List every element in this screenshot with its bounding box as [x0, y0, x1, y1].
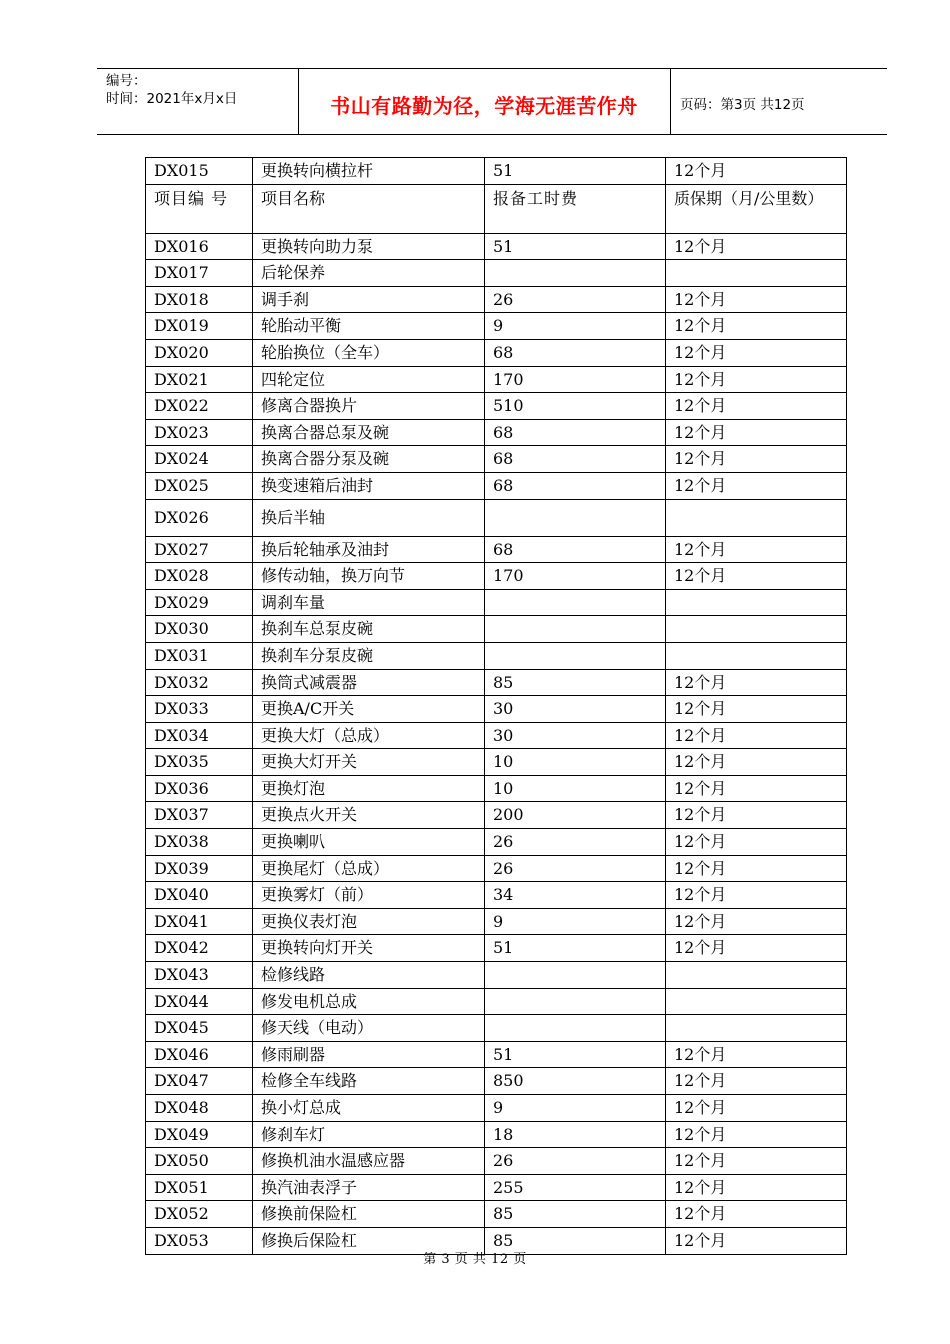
cell-labor-fee: 9	[485, 908, 666, 935]
cell-item-name: 更换A/C开关	[253, 696, 485, 723]
cell-labor-fee	[485, 260, 666, 287]
cell-warranty	[666, 499, 847, 536]
cell-item-code: DX022	[146, 393, 253, 420]
table-row	[146, 829, 847, 856]
table-row	[146, 446, 847, 473]
cell-warranty: 12个月	[666, 908, 847, 935]
cell-labor-fee: 10	[485, 749, 666, 776]
table-row	[146, 616, 847, 643]
cell-labor-fee	[485, 616, 666, 643]
cell-labor-fee: 9	[485, 1095, 666, 1122]
cell-item-code: DX020	[146, 339, 253, 366]
cell-warranty	[666, 1015, 847, 1042]
cell-item-code: DX046	[146, 1041, 253, 1068]
table-row	[146, 260, 847, 287]
header-meta	[106, 72, 296, 108]
cell-item-name: 换刹车分泵皮碗	[253, 642, 485, 669]
header-time-label: 时间：2021年x月x日	[106, 91, 238, 107]
table-row	[146, 313, 847, 340]
cell-warranty: 12个月	[666, 775, 847, 802]
table-row	[146, 935, 847, 962]
cell-item-code: DX040	[146, 882, 253, 909]
cell-labor-fee: 26	[485, 829, 666, 856]
cell-warranty: 12个月	[666, 1174, 847, 1201]
cell-item-name: 更换大灯（总成）	[253, 722, 485, 749]
cell-warranty: 12个月	[666, 366, 847, 393]
cell-item-name: 修换前保险杠	[253, 1201, 485, 1228]
cell-warranty	[666, 589, 847, 616]
cell-item-name: 更换喇叭	[253, 829, 485, 856]
cell-warranty: 12个月	[666, 1041, 847, 1068]
cell-item-code: DX049	[146, 1121, 253, 1148]
cell-item-name: 换离合器总泵及碗	[253, 419, 485, 446]
cell-labor-fee: 51	[485, 935, 666, 962]
table-row	[146, 339, 847, 366]
cell-labor-fee: 30	[485, 722, 666, 749]
header-cell-labor-fee: 报备工时费	[485, 184, 666, 233]
service-table-body	[146, 158, 847, 1255]
table-row	[146, 1068, 847, 1095]
cell-item-code: DX036	[146, 775, 253, 802]
cell-warranty: 12个月	[666, 1068, 847, 1095]
cell-item-name: 修天线（电动）	[253, 1015, 485, 1042]
cell-item-code: DX041	[146, 908, 253, 935]
cell-warranty	[666, 988, 847, 1015]
cell-warranty: 12个月	[666, 829, 847, 856]
cell-item-code: DX034	[146, 722, 253, 749]
table-row	[146, 908, 847, 935]
table-row	[146, 882, 847, 909]
cell-warranty	[666, 962, 847, 989]
cell-item-name: 换筒式减震器	[253, 669, 485, 696]
cell-warranty: 12个月	[666, 722, 847, 749]
table-row	[146, 1148, 847, 1175]
cell-labor-fee	[485, 988, 666, 1015]
table-row	[146, 589, 847, 616]
cell-item-name: 四轮定位	[253, 366, 485, 393]
cell-item-name: 后轮保养	[253, 260, 485, 287]
cell-item-name: 检修线路	[253, 962, 485, 989]
cell-warranty: 12个月	[666, 339, 847, 366]
cell-item-code: DX023	[146, 419, 253, 446]
cell-labor-fee: 200	[485, 802, 666, 829]
cell-item-code: DX031	[146, 642, 253, 669]
cell-item-code: DX047	[146, 1068, 253, 1095]
cell-item-code: DX019	[146, 313, 253, 340]
cell-item-code: DX052	[146, 1201, 253, 1228]
cell-item-name: 换后轮轴承及油封	[253, 536, 485, 563]
service-price-table	[145, 157, 847, 1255]
cell-labor-fee: 10	[485, 775, 666, 802]
header-divider-right	[670, 69, 671, 134]
cell-labor-fee: 26	[485, 286, 666, 313]
cell-labor-fee: 68	[485, 446, 666, 473]
table-row	[146, 472, 847, 499]
cell-warranty: 12个月	[666, 286, 847, 313]
table-row	[146, 1174, 847, 1201]
cell-item-name: 换离合器分泵及碗	[253, 446, 485, 473]
cell-item-code: DX015	[146, 158, 253, 185]
cell-labor-fee: 26	[485, 1148, 666, 1175]
cell-labor-fee: 850	[485, 1068, 666, 1095]
cell-item-name: 更换雾灯（前）	[253, 882, 485, 909]
cell-labor-fee: 68	[485, 339, 666, 366]
cell-item-name: 更换转向灯开关	[253, 935, 485, 962]
table-row	[146, 642, 847, 669]
cell-item-name: 换刹车总泵皮碗	[253, 616, 485, 643]
header-divider-left	[298, 69, 299, 134]
cell-labor-fee: 51	[485, 233, 666, 260]
cell-labor-fee: 170	[485, 563, 666, 590]
cell-warranty: 12个月	[666, 802, 847, 829]
cell-item-code: DX044	[146, 988, 253, 1015]
table-row	[146, 499, 847, 536]
cell-warranty	[666, 616, 847, 643]
cell-warranty	[666, 260, 847, 287]
cell-item-code: DX045	[146, 1015, 253, 1042]
cell-item-code: DX032	[146, 669, 253, 696]
header-motto: 书山有路勤为径，学海无涯苦作舟	[330, 94, 638, 118]
cell-item-code: DX035	[146, 749, 253, 776]
table-row	[146, 233, 847, 260]
table-row	[146, 802, 847, 829]
cell-item-code: DX025	[146, 472, 253, 499]
table-row	[146, 1015, 847, 1042]
cell-warranty: 12个月	[666, 472, 847, 499]
cell-item-code: DX027	[146, 536, 253, 563]
cell-labor-fee: 510	[485, 393, 666, 420]
table-row	[146, 1201, 847, 1228]
cell-item-name: 调刹车量	[253, 589, 485, 616]
cell-labor-fee: 9	[485, 313, 666, 340]
cell-item-code: DX018	[146, 286, 253, 313]
cell-item-name: 修换机油水温感应器	[253, 1148, 485, 1175]
cell-item-code: DX039	[146, 855, 253, 882]
cell-item-name: 更换尾灯（总成）	[253, 855, 485, 882]
cell-item-code: DX037	[146, 802, 253, 829]
cell-labor-fee	[485, 642, 666, 669]
cell-labor-fee: 85	[485, 1201, 666, 1228]
table-row	[146, 158, 847, 185]
cell-item-name: 修发电机总成	[253, 988, 485, 1015]
cell-item-name: 换后半轴	[253, 499, 485, 536]
cell-warranty: 12个月	[666, 233, 847, 260]
header-bottom-rule	[97, 134, 887, 135]
cell-item-code: DX024	[146, 446, 253, 473]
cell-item-name: 修刹车灯	[253, 1121, 485, 1148]
cell-warranty: 12个月	[666, 536, 847, 563]
cell-labor-fee: 51	[485, 1041, 666, 1068]
cell-warranty: 12个月	[666, 1201, 847, 1228]
cell-warranty: 12个月	[666, 696, 847, 723]
cell-item-code: DX033	[146, 696, 253, 723]
cell-item-code: DX017	[146, 260, 253, 287]
cell-warranty: 12个月	[666, 313, 847, 340]
table-row	[146, 419, 847, 446]
cell-item-name: 修换后保险杠	[253, 1227, 485, 1254]
cell-item-name: 轮胎换位（全车）	[253, 339, 485, 366]
cell-item-code: DX050	[146, 1148, 253, 1175]
table-row	[146, 536, 847, 563]
cell-item-code: DX043	[146, 962, 253, 989]
cell-warranty: 12个月	[666, 158, 847, 185]
cell-labor-fee	[485, 499, 666, 536]
cell-warranty: 12个月	[666, 1121, 847, 1148]
table-row	[146, 988, 847, 1015]
table-row	[146, 286, 847, 313]
cell-item-name: 更换转向横拉杆	[253, 158, 485, 185]
cell-item-name: 修雨刷器	[253, 1041, 485, 1068]
table-row	[146, 563, 847, 590]
cell-item-code: DX016	[146, 233, 253, 260]
cell-item-name: 检修全车线路	[253, 1068, 485, 1095]
table-header-row	[146, 184, 847, 233]
cell-warranty: 12个月	[666, 393, 847, 420]
cell-warranty: 12个月	[666, 749, 847, 776]
cell-item-name: 换变速箱后油封	[253, 472, 485, 499]
cell-item-name: 调手刹	[253, 286, 485, 313]
cell-labor-fee: 68	[485, 472, 666, 499]
cell-warranty: 12个月	[666, 669, 847, 696]
header-top-rule	[97, 68, 887, 69]
cell-labor-fee: 51	[485, 158, 666, 185]
header-number-label: 编号：	[106, 73, 147, 89]
table-row	[146, 696, 847, 723]
table-row	[146, 366, 847, 393]
header-cell-item-name: 项目名称	[253, 184, 485, 233]
cell-item-code: DX048	[146, 1095, 253, 1122]
table-row	[146, 669, 847, 696]
cell-item-code: DX029	[146, 589, 253, 616]
cell-labor-fee	[485, 589, 666, 616]
table-row	[146, 1095, 847, 1122]
header-page-info: 页码：第3页 共12页	[680, 97, 805, 113]
table-row	[146, 775, 847, 802]
cell-labor-fee: 68	[485, 536, 666, 563]
cell-warranty: 12个月	[666, 563, 847, 590]
cell-warranty: 12个月	[666, 1095, 847, 1122]
table-row	[146, 1121, 847, 1148]
cell-warranty: 12个月	[666, 935, 847, 962]
cell-labor-fee: 85	[485, 669, 666, 696]
cell-item-code: DX038	[146, 829, 253, 856]
cell-warranty: 12个月	[666, 1148, 847, 1175]
cell-item-code: DX042	[146, 935, 253, 962]
cell-item-name: 更换点火开关	[253, 802, 485, 829]
cell-warranty: 12个月	[666, 419, 847, 446]
cell-item-name: 轮胎动平衡	[253, 313, 485, 340]
cell-item-code: DX021	[146, 366, 253, 393]
cell-warranty: 12个月	[666, 882, 847, 909]
table-row	[146, 1041, 847, 1068]
cell-item-name: 更换大灯开关	[253, 749, 485, 776]
cell-item-name: 更换仪表灯泡	[253, 908, 485, 935]
cell-warranty: 12个月	[666, 446, 847, 473]
cell-warranty: 12个月	[666, 1227, 847, 1254]
cell-labor-fee: 255	[485, 1174, 666, 1201]
cell-warranty	[666, 642, 847, 669]
table-row	[146, 722, 847, 749]
header-cell-item-code: 项目编 号	[146, 184, 253, 233]
cell-item-name: 换小灯总成	[253, 1095, 485, 1122]
cell-labor-fee	[485, 1015, 666, 1042]
cell-labor-fee: 170	[485, 366, 666, 393]
page-footer: 第 3 页 共 12 页	[423, 1252, 527, 1267]
table-row	[146, 749, 847, 776]
cell-labor-fee: 30	[485, 696, 666, 723]
cell-item-code: DX026	[146, 499, 253, 536]
header-cell-warranty: 质保期（月/公里数）	[666, 184, 847, 233]
cell-item-code: DX053	[146, 1227, 253, 1254]
table-row	[146, 855, 847, 882]
cell-labor-fee: 68	[485, 419, 666, 446]
cell-warranty: 12个月	[666, 855, 847, 882]
cell-item-name: 更换转向助力泵	[253, 233, 485, 260]
cell-labor-fee: 85	[485, 1227, 666, 1254]
cell-labor-fee: 18	[485, 1121, 666, 1148]
cell-item-name: 换汽油表浮子	[253, 1174, 485, 1201]
cell-labor-fee: 34	[485, 882, 666, 909]
cell-item-code: DX030	[146, 616, 253, 643]
table-row	[146, 393, 847, 420]
cell-item-code: DX051	[146, 1174, 253, 1201]
cell-item-name: 修离合器换片	[253, 393, 485, 420]
cell-item-name: 修传动轴，换万向节	[253, 563, 485, 590]
cell-item-code: DX028	[146, 563, 253, 590]
cell-item-name: 更换灯泡	[253, 775, 485, 802]
cell-labor-fee: 26	[485, 855, 666, 882]
table-row	[146, 962, 847, 989]
cell-labor-fee	[485, 962, 666, 989]
